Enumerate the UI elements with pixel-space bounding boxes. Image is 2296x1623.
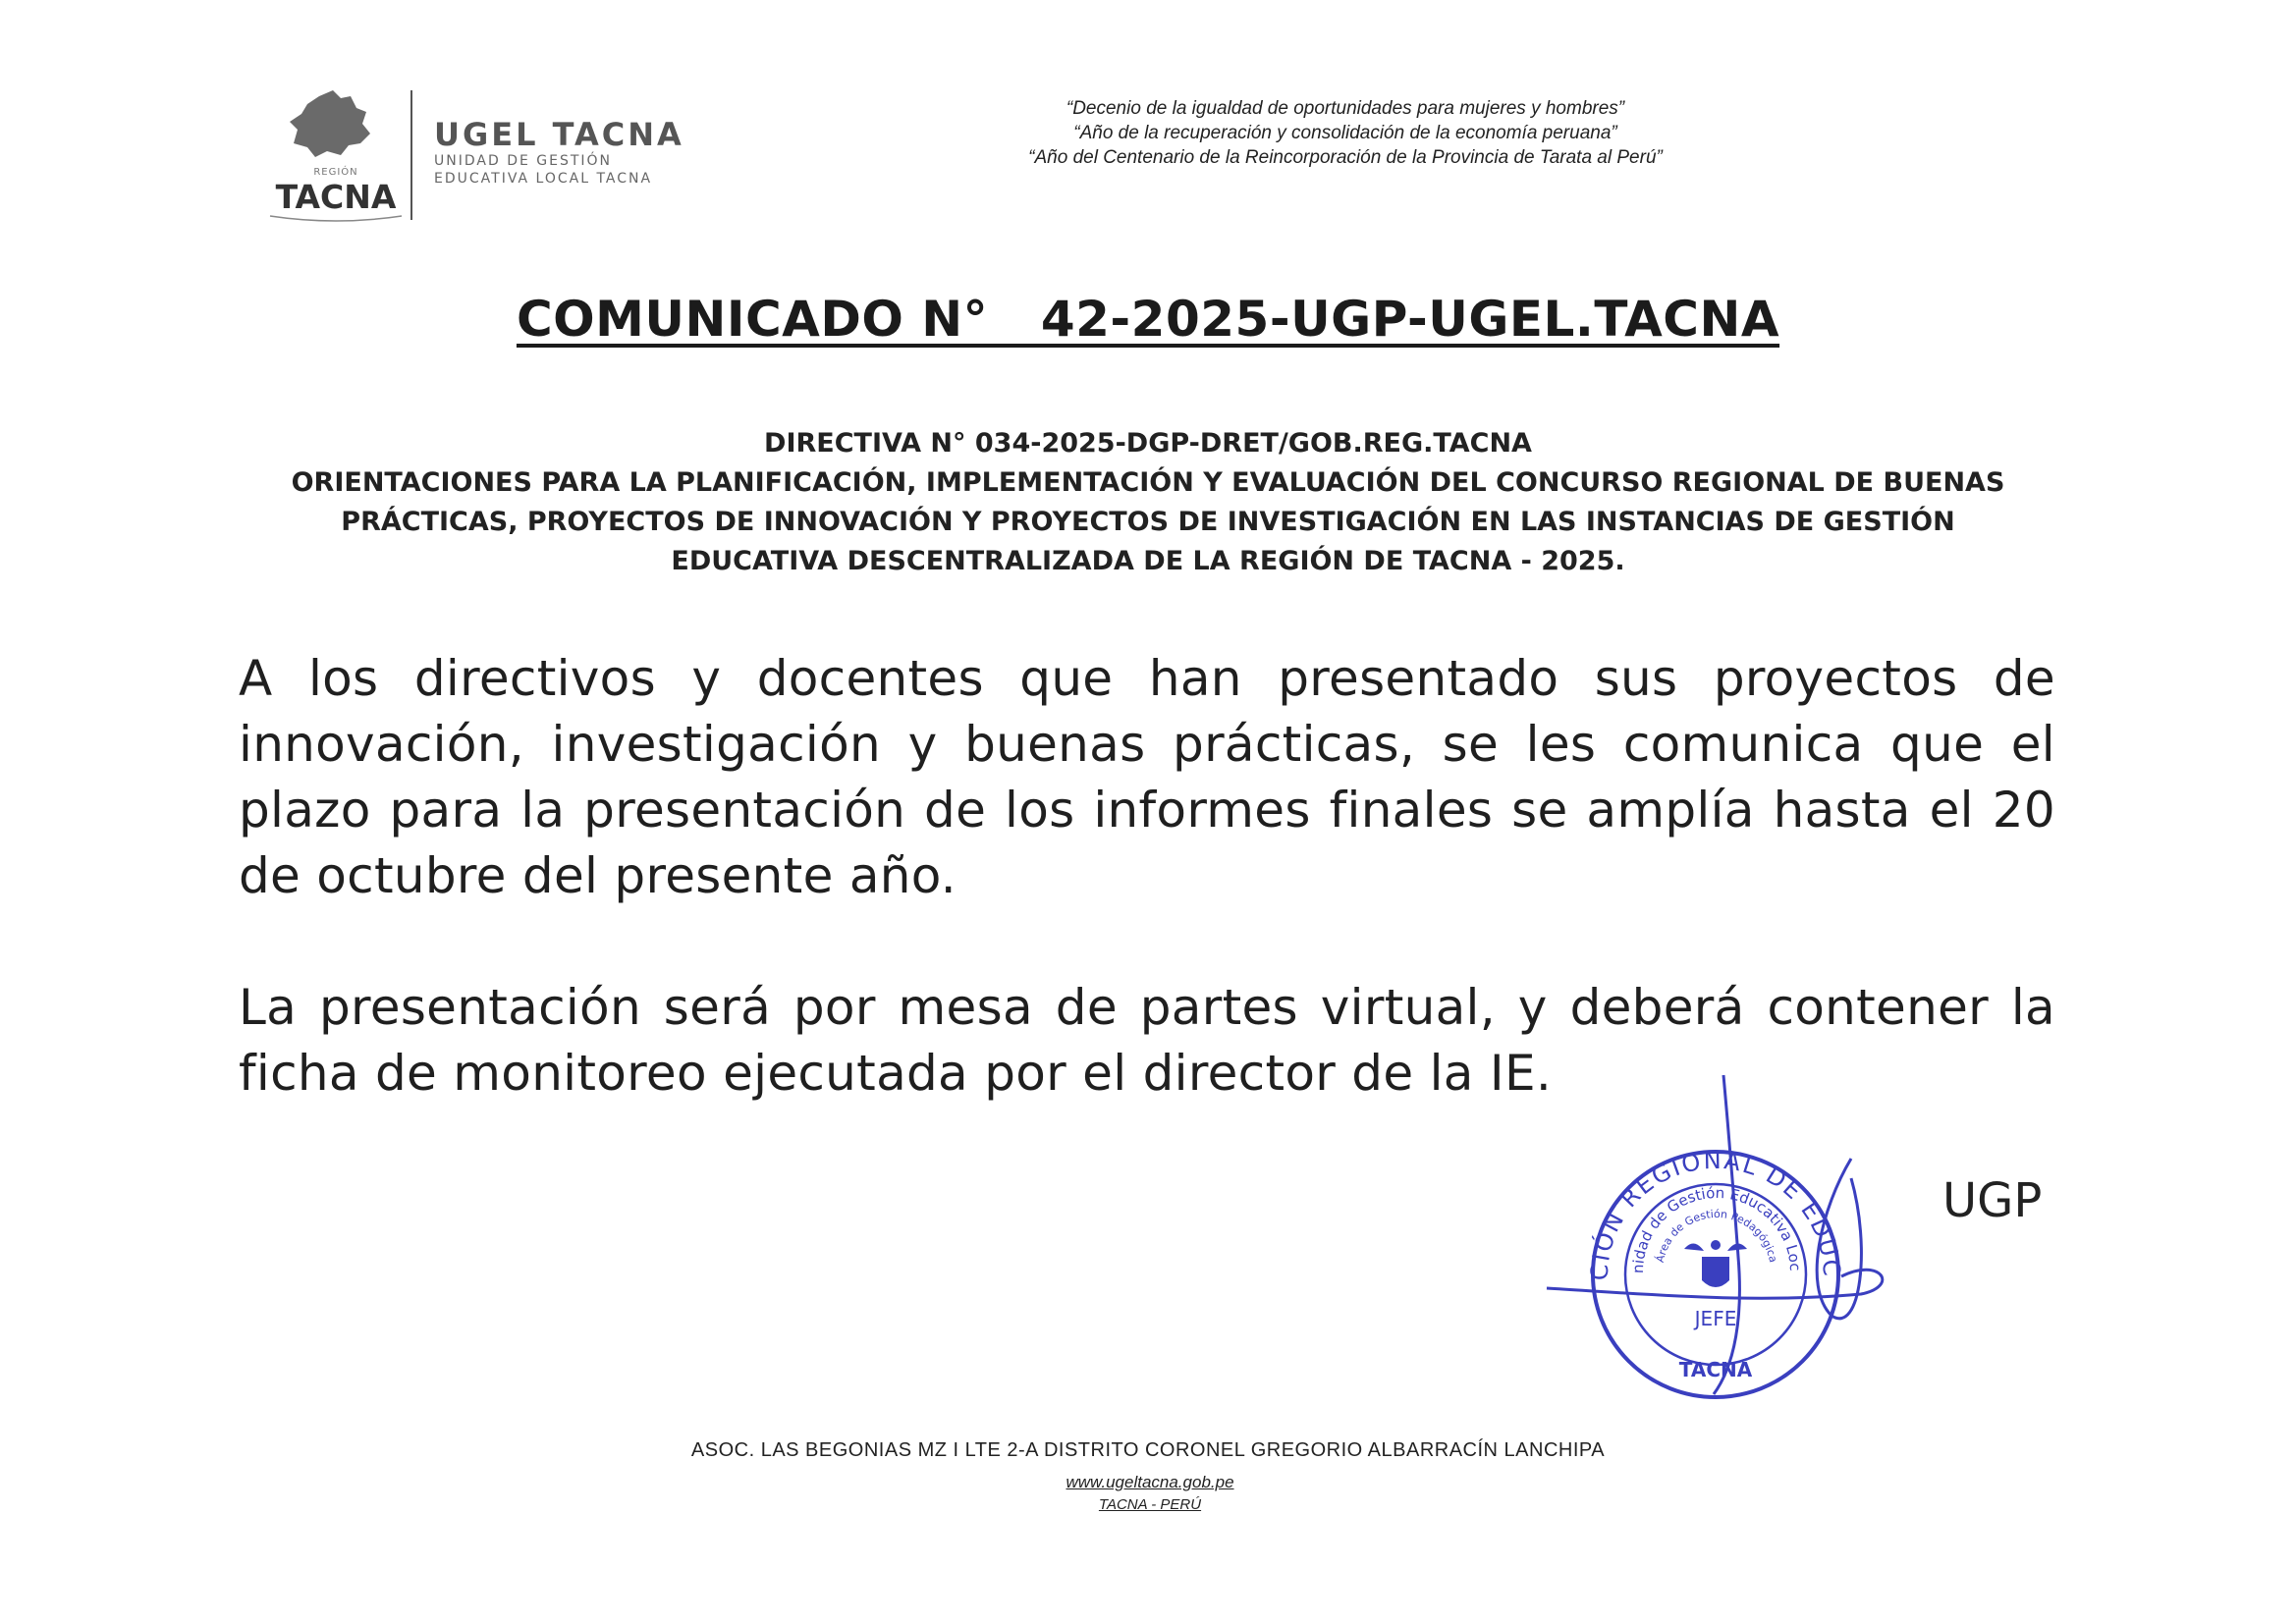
directive-line: PRÁCTICAS, PROYECTOS DE INNOVACIÓN Y PROYECTOS DE INVESTIGACIÓN EN LAS INSTANCIAS DE GESTIÓN: [341, 507, 1955, 537]
paragraph-line: plazo para la presentación de los informes finales se amplía hasta el 20: [239, 782, 2055, 839]
svg-text:REGIÓN: REGIÓN: [313, 167, 358, 178]
document-title: [0, 291, 2296, 348]
org-subtitle: [434, 152, 689, 188]
svg-text:TACNA: TACNA: [275, 178, 397, 216]
org-name: UGEL TACNA: [434, 116, 684, 153]
directive-line: ORIENTACIONES PARA LA PLANIFICACIÓN, IMPLEMENTACIÓN Y EVALUACIÓN DEL CONCURSO REGIONAL DE BUENAS: [291, 467, 2005, 498]
svg-text:TACNA: TACNA: [1678, 1358, 1753, 1381]
org-subtitle-line: UNIDAD DE GESTIÓN: [434, 153, 613, 169]
org-subtitle-line: EDUCATIVA LOCAL TACNA: [434, 171, 653, 187]
region-tacna-logo: [250, 86, 422, 224]
directive-number: DIRECTIVA N° 034-2025-DGP-DRET/GOB.REG.TACNA: [764, 428, 1532, 459]
footer-address: [0, 1439, 2296, 1462]
official-stamp: [1527, 1070, 1900, 1424]
paragraph-line: de octubre del presente año.: [239, 847, 957, 904]
document-title-text: COMUNICADO N° 42-2025-UGP-UGEL.TACNA: [516, 291, 1780, 348]
header-mottos: [933, 96, 1758, 170]
motto-line: “Año del Centenario de la Reincorporación de la Provincia de Tarata al Perú”: [1028, 147, 1663, 168]
directive-line: EDUCATIVA DESCENTRALIZADA DE LA REGIÓN DE TACNA - 2025.: [671, 546, 1625, 576]
paragraph-line: ficha de monitoreo ejecutada por el director de la IE.: [239, 1045, 1553, 1102]
motto-line: “Decenio de la igualdad de oportunidades para mujeres y hombres”: [1066, 98, 1625, 119]
svg-text:Área de Gestión Pedagógica: Área de Gestión Pedagógica: [1653, 1207, 1780, 1265]
footer-address-text: ASOC. LAS BEGONIAS MZ I LTE 2-A DISTRITO CORONEL GREGORIO ALBARRACÍN LANCHIPA: [690, 1439, 1606, 1461]
tacna-map-icon: [250, 86, 422, 224]
directive-block: [177, 424, 2119, 581]
footer-city: TACNA - PERÚ: [1098, 1496, 1202, 1513]
body-paragraph-1: [239, 646, 2055, 909]
motto-line: “Año de la recuperación y consolidación de la economía peruana”: [1073, 123, 1617, 143]
paragraph-line: A los directivos y docentes que han presentado sus proyectos de: [239, 650, 2055, 707]
logo-divider: [410, 90, 412, 220]
stamp-seal-icon: [1527, 1070, 1900, 1424]
paragraph-line: La presentación será por mesa de partes virtual, y deberá contener la: [239, 979, 2055, 1036]
svg-text:DIRECCIÓN REGIONAL DE EDUCACIÓ: CIÓN REGIONAL DE EDUC: [1585, 1146, 1846, 1281]
signer: UGP: [1942, 1173, 2043, 1228]
svg-text:JEFE: JEFE: [1694, 1307, 1737, 1330]
footer-website-link[interactable]: www.ugeltacna.gob.pe: [1066, 1473, 1234, 1491]
paragraph-line: innovación, investigación y buenas prácticas, se les comunica que el: [239, 716, 2055, 773]
svg-text:Unidad de Gestión Educativa Lo: nidad de Gestión Educativa Loc: [1628, 1183, 1805, 1274]
